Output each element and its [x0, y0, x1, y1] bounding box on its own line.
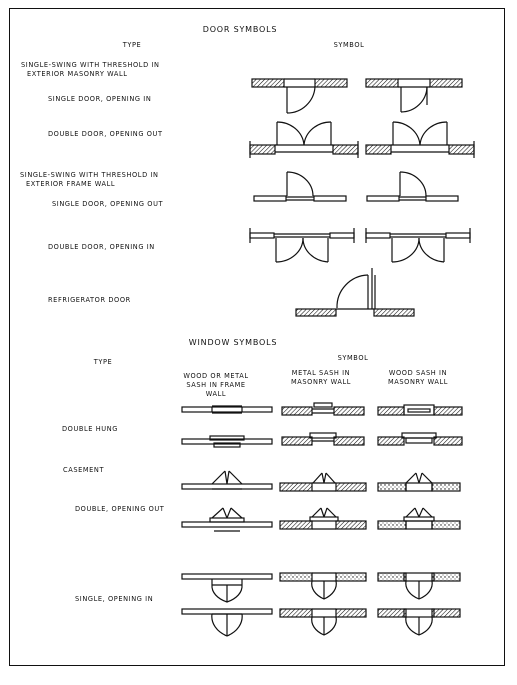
door-double-in-a [250, 228, 354, 262]
window-single-in-wood-top [378, 573, 460, 599]
door-type-header: TYPE [122, 41, 142, 49]
door-refrigerator [296, 268, 414, 316]
window-double-out-wood [378, 508, 460, 529]
window-symbol-header: SYMBOL [337, 354, 369, 362]
window-double-hung-metal-top [282, 403, 364, 415]
door-label-threshold-masonry-2: EXTERIOR MASONRY WALL [27, 70, 128, 78]
window-single-in-wood-bottom [378, 609, 460, 635]
door-label-double-out: DOUBLE DOOR, OPENING OUT [48, 130, 163, 138]
window-double-hung-metal-bottom [282, 433, 364, 445]
window-label-double-opening-out: DOUBLE, OPENING OUT [75, 505, 165, 513]
window-casement-frame [182, 471, 272, 489]
door-single-out-frame-b [367, 172, 458, 201]
door-double-in-b [366, 228, 470, 262]
window-double-hung-wood-top [378, 405, 462, 415]
window-symbols-title: WINDOW SYMBOLS [188, 338, 278, 347]
door-label-threshold-frame-2: EXTERIOR FRAME WALL [26, 180, 116, 188]
window-single-in-frame-bottom [182, 609, 272, 636]
door-symbol-header: SYMBOL [333, 41, 365, 49]
window-double-out-frame [182, 508, 272, 531]
window-double-hung-frame-top [182, 406, 272, 413]
window-single-in-frame-top [182, 574, 272, 602]
col-frame-wall-2: SASH IN FRAME [186, 381, 246, 389]
window-casement-wood [378, 473, 460, 491]
col-metal-masonry-2: MASONRY WALL [290, 378, 352, 386]
door-symbols-title: DOOR SYMBOLS [202, 25, 278, 34]
door-double-out-b [366, 122, 474, 158]
door-label-single-in: SINGLE DOOR, OPENING IN [48, 95, 152, 103]
door-label-threshold-masonry-1: SINGLE-SWING WITH THRESHOLD IN [21, 61, 160, 69]
window-label-single-opening-in: SINGLE, OPENING IN [75, 595, 154, 603]
window-double-hung-wood-bottom [378, 433, 462, 445]
door-single-in-masonry-a [252, 79, 347, 113]
door-single-in-masonry-b [366, 79, 462, 112]
window-casement-metal [280, 473, 366, 491]
door-label-refrigerator: REFRIGERATOR DOOR [48, 296, 131, 304]
col-wood-masonry-1: WOOD SASH IN [388, 369, 448, 377]
door-label-double-in: DOUBLE DOOR, OPENING IN [48, 243, 155, 251]
door-label-single-out: SINGLE DOOR, OPENING OUT [52, 200, 164, 208]
col-wood-masonry-2: MASONRY WALL [387, 378, 449, 386]
door-label-threshold-frame-1: SINGLE-SWING WITH THRESHOLD IN [20, 171, 159, 179]
door-single-out-frame-a [254, 172, 346, 201]
col-frame-wall-3: WALL [205, 390, 227, 398]
window-type-header: TYPE [93, 358, 113, 366]
window-double-hung-frame-bottom [182, 436, 272, 447]
window-label-casement: CASEMENT [63, 466, 105, 474]
window-label-double-hung: DOUBLE HUNG [62, 425, 118, 433]
window-double-out-metal [280, 508, 366, 529]
door-double-out-a [250, 122, 358, 158]
window-single-in-metal-bottom [280, 609, 366, 635]
col-frame-wall-1: WOOD OR METAL [183, 372, 249, 380]
window-single-in-metal-top [280, 573, 366, 599]
col-metal-masonry-1: METAL SASH IN [291, 369, 351, 377]
